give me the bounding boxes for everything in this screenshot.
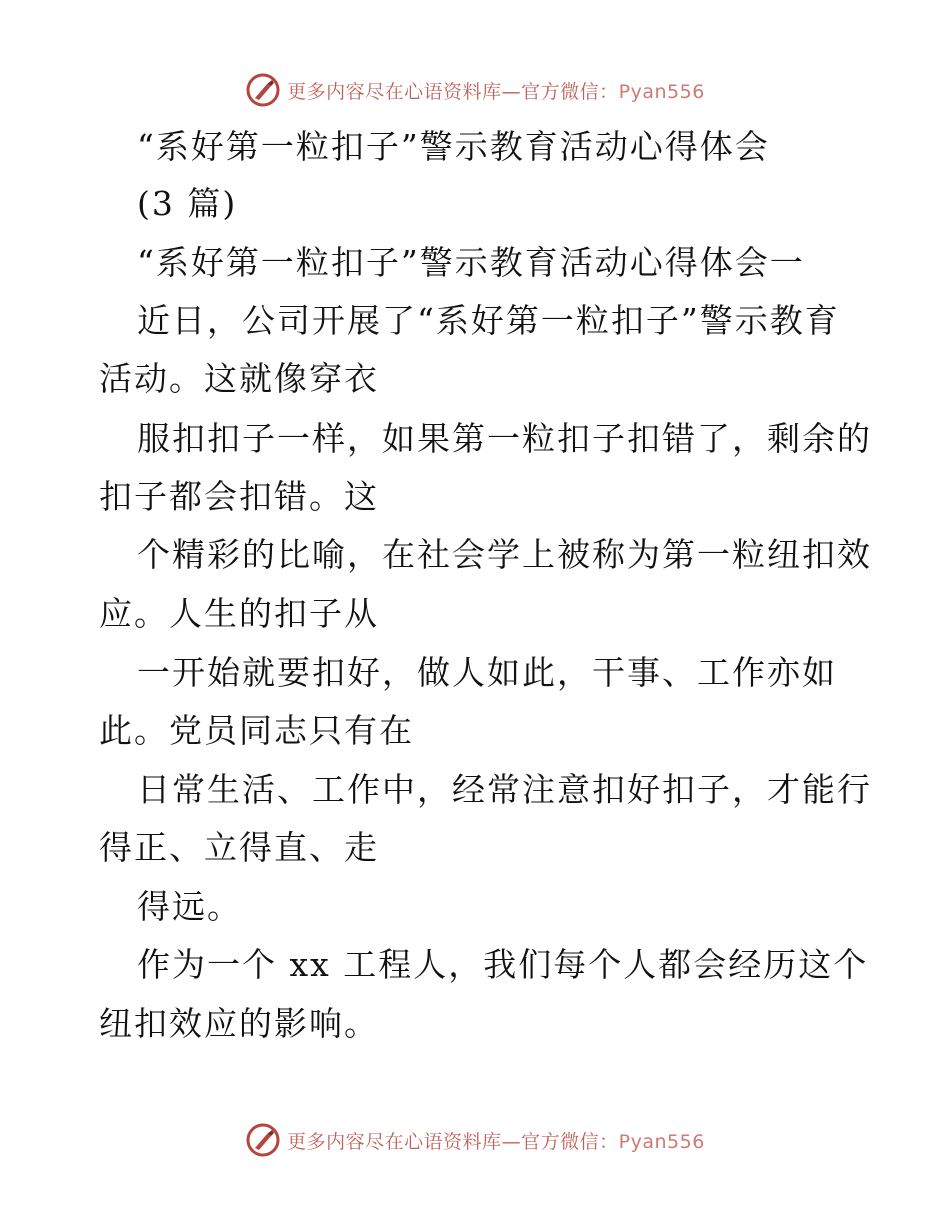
body-line: 得远。 — [137, 887, 242, 926]
body-line: 一开始就要扣好，做人如此，干事、工作亦如 — [137, 653, 837, 692]
body-line: 扣子都会扣错。这 — [99, 477, 379, 516]
body-line: 此。党员同志只有在 — [99, 711, 414, 750]
body-line: 纽扣效应的影响。 — [99, 1004, 379, 1043]
document-title-line-2: (3 篇) — [137, 184, 238, 223]
body-line: 服扣扣子一样，如果第一粒扣子扣错了，剩余的 — [137, 419, 872, 458]
header-watermark — [0, 70, 950, 110]
watermark-text: 更多内容尽在心语资料库—官方微信：Pyan556 — [287, 1130, 705, 1153]
body-line: 个精彩的比喻，在社会学上被称为第一粒纽扣效 — [137, 535, 872, 574]
body-line: 作为一个 xx 工程人，我们每个人都会经历这个 — [137, 945, 869, 984]
body-line: 得正、立得直、走 — [99, 828, 379, 867]
footer-watermark — [0, 1120, 950, 1160]
document-subtitle: “系好第一粒扣子”警示教育活动心得体会一 — [137, 243, 805, 282]
body-line: 近日，公司开展了“系好第一粒扣子”警示教育 — [137, 301, 840, 340]
watermark-wechat-id: Pyan556 — [618, 80, 705, 103]
pen-logo-icon — [245, 72, 281, 108]
pen-logo-icon — [245, 1122, 281, 1158]
body-line: 活动。这就像穿衣 — [99, 359, 379, 398]
body-line: 日常生活、工作中，经常注意扣好扣子，才能行 — [137, 770, 872, 809]
watermark-text: 更多内容尽在心语资料库—官方微信：Pyan556 — [287, 80, 705, 103]
document-title-line-1: “系好第一粒扣子”警示教育活动心得体会 — [137, 127, 770, 166]
body-line: 应。人生的扣子从 — [99, 594, 379, 633]
watermark-wechat-id: Pyan556 — [618, 1130, 705, 1153]
